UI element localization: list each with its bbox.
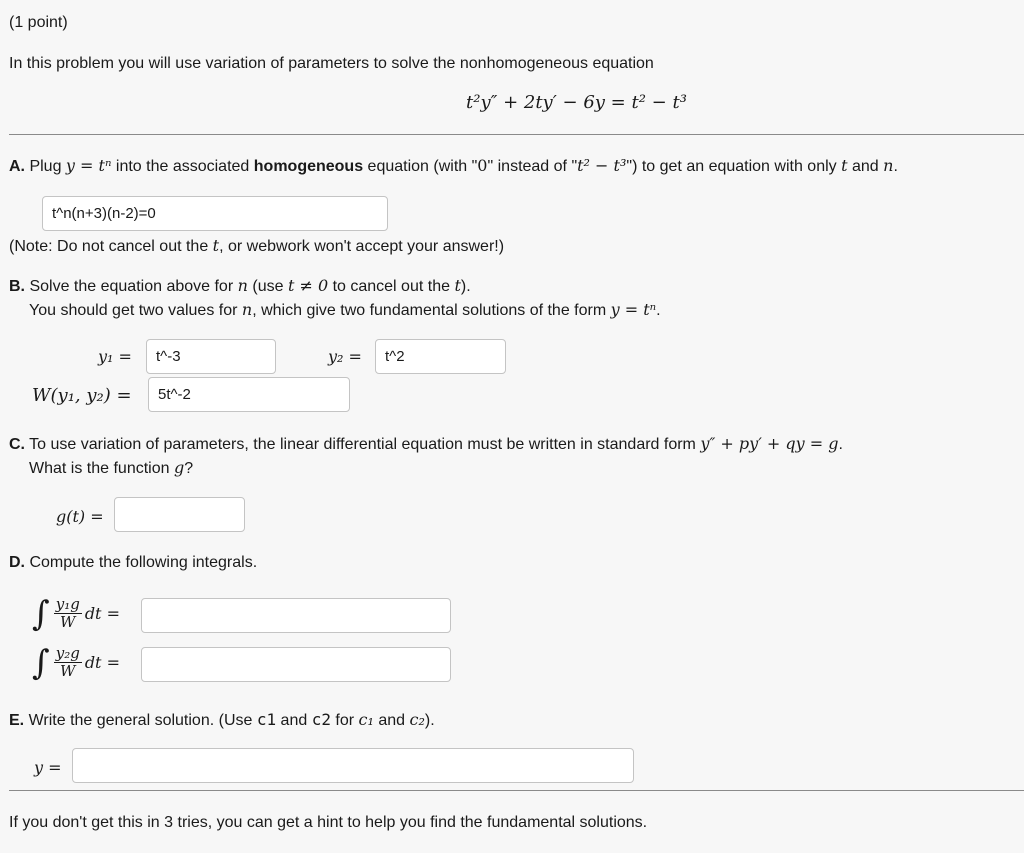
part-b-line2-text-1: You should get two values for	[29, 302, 242, 319]
hint-text: If you don't get this in 3 tries, you can get a hint to help you find the fundamental solutions.	[9, 814, 648, 831]
part-b-line2-math-2: y = tⁿ	[610, 300, 657, 319]
part-b-line2	[29, 300, 661, 320]
integral-1-dt: dt =	[84, 604, 120, 623]
part-b-text-1: Solve the equation above for	[29, 278, 238, 295]
part-c-line2-math: g	[173, 458, 185, 477]
part-b-label: B.	[9, 278, 25, 295]
integral-2-numerator: y₂g	[55, 644, 80, 662]
y1-input[interactable]	[146, 339, 276, 374]
part-a-prompt	[9, 156, 898, 176]
part-e-text-1: Write the general solution. (Use	[28, 712, 257, 729]
part-a-answer-input[interactable]	[42, 196, 388, 231]
part-a-text-3: equation (with "	[363, 158, 478, 175]
part-e-code-c1: c1	[256, 710, 277, 729]
note-text-2: , or webwork won't accept your answer!)	[219, 238, 505, 255]
main-equation: t²y″ + 2ty′ − 6y = t² − t³	[466, 92, 687, 113]
part-c-line2-text-1: What is the function	[29, 460, 174, 477]
part-c-prompt	[9, 434, 843, 454]
integral-2-dt: dt =	[84, 653, 120, 672]
integral-2	[32, 642, 120, 683]
part-b-math-2: t ≠ 0	[287, 276, 329, 295]
integral-2-input[interactable]	[141, 647, 451, 682]
integral-1-numerator: y₁g	[55, 595, 80, 613]
part-b-prompt	[9, 276, 471, 296]
part-b-text-3: to cancel out the	[328, 278, 455, 295]
y1-label: y₁ =	[98, 347, 132, 366]
y2-label: y₂ =	[328, 347, 362, 366]
part-e-code-c2: c2	[311, 710, 331, 729]
part-e-math-2: c₂	[409, 710, 425, 729]
part-c-text-2: .	[838, 436, 843, 453]
part-b-line2-math-1: n	[241, 300, 253, 319]
part-e-label: E.	[9, 712, 25, 729]
bottom-divider	[9, 790, 1024, 791]
integral-sign-1: ∫	[32, 593, 50, 634]
integral-2-fraction	[54, 645, 82, 680]
part-d-text: Compute the following integrals.	[29, 554, 258, 571]
part-a-text-4: " instead of "	[487, 158, 578, 175]
part-e-text-3: for	[330, 712, 359, 729]
part-e-text-5: ).	[424, 712, 435, 729]
integral-1-input[interactable]	[141, 598, 451, 633]
general-solution-input[interactable]	[72, 748, 634, 783]
part-b-math-3: t	[454, 276, 461, 295]
part-a-text-1: Plug	[29, 158, 66, 175]
part-a-math-1: y = tⁿ	[65, 156, 112, 175]
part-a-text-7: .	[893, 158, 898, 175]
intro-text: In this problem you will use variation of parameters to solve the nonhomogeneous equation	[9, 55, 654, 72]
part-c-line2	[29, 458, 193, 478]
part-a-math-3: t² − t³	[577, 156, 627, 175]
part-b-line2-text-2: , which give two fundamental solutions of the form	[252, 302, 611, 319]
part-a-bold: homogeneous	[253, 158, 364, 175]
part-c-label: C.	[9, 436, 25, 453]
wronskian-input[interactable]	[148, 377, 350, 412]
part-a-label: A.	[9, 158, 25, 175]
part-a-text-6: and	[847, 158, 884, 175]
part-b-line2-text-3: .	[656, 302, 661, 319]
part-b-text-2: (use	[247, 278, 288, 295]
part-b-math-1: n	[237, 276, 248, 295]
part-e-text-4: and	[373, 712, 410, 729]
part-a-math-2: 0	[477, 156, 488, 175]
part-c-line2-text-2: ?	[184, 460, 194, 477]
part-a-math-5: n	[883, 156, 894, 175]
wronskian-label: W(y₁, y₂) =	[32, 385, 132, 406]
integral-sign-2: ∫	[32, 642, 50, 683]
integral-1	[32, 593, 120, 634]
note-text-1: (Note: Do not cancel out the	[9, 238, 213, 255]
part-c-text-1: To use variation of parameters, the linear differential equation must be written in standard form	[29, 436, 701, 453]
part-c-math-1: y″ + py′ + qy = g	[700, 434, 839, 453]
integral-2-denominator: W	[60, 662, 76, 680]
integral-1-fraction	[54, 596, 82, 631]
g-input[interactable]	[114, 497, 245, 532]
top-divider	[9, 134, 1024, 135]
part-a-note	[9, 236, 504, 256]
part-e-math-1: c₁	[358, 710, 374, 729]
part-d-label: D.	[9, 554, 25, 571]
y2-input[interactable]	[375, 339, 506, 374]
part-a-text-5: ") to get an equation with only	[626, 158, 842, 175]
g-label: g(t) =	[56, 507, 104, 526]
part-a-math-4: t	[841, 156, 848, 175]
points-label: (1 point)	[9, 14, 68, 31]
integral-1-denominator: W	[60, 613, 76, 631]
part-b-text-4: ).	[460, 278, 471, 295]
part-e-prompt	[9, 710, 435, 730]
general-solution-label: y =	[34, 758, 62, 777]
part-a-text-2: into the associated	[111, 158, 254, 175]
part-d-prompt	[9, 554, 257, 572]
note-math: t	[212, 236, 220, 255]
part-e-text-2: and	[276, 712, 312, 729]
